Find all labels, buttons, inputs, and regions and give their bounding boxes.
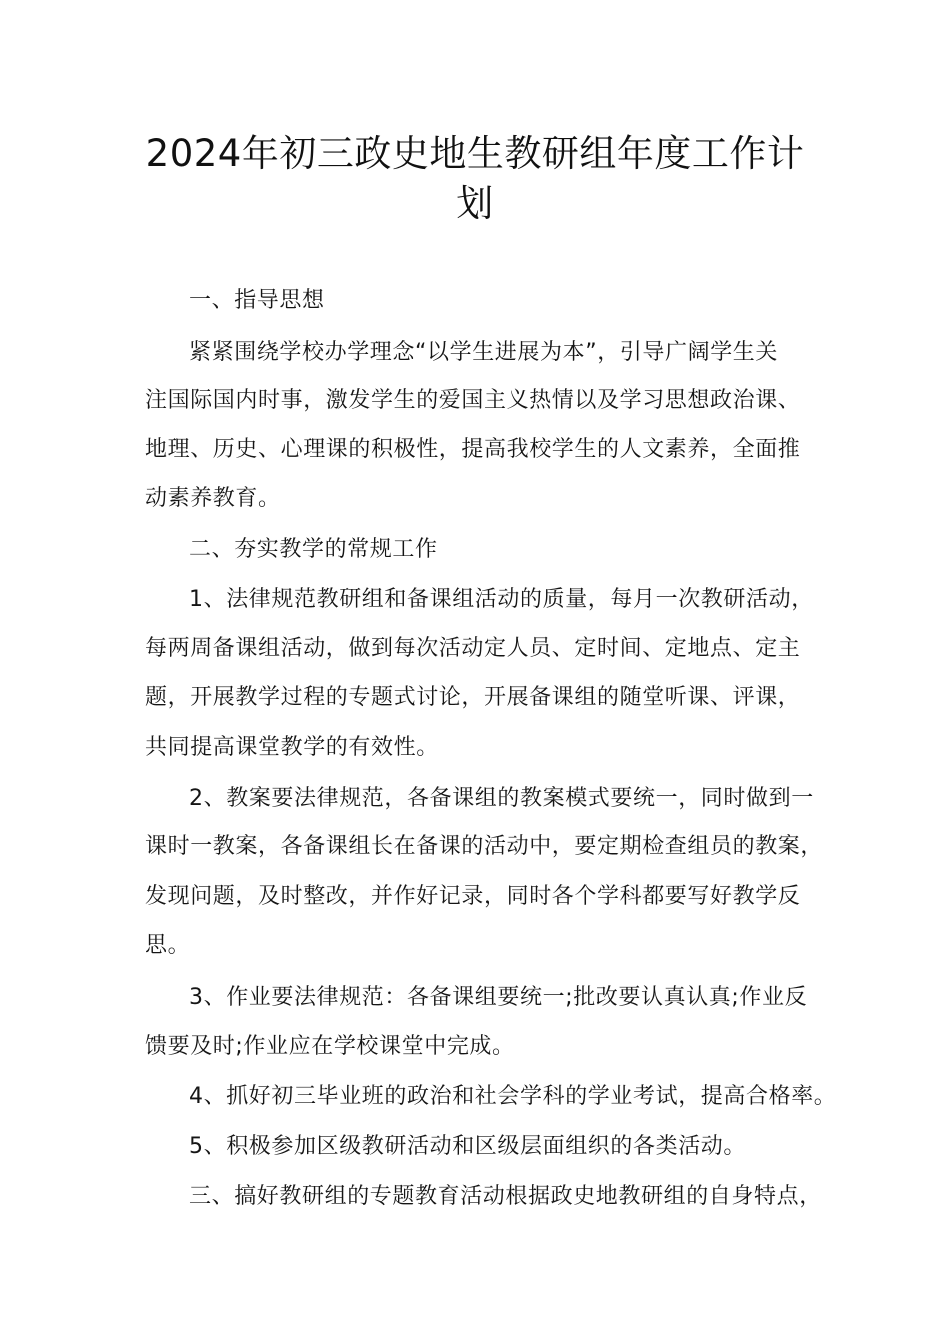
paragraph-line: 注国际国内时事，激发学生的爱国主义热情以及学习思想政治课、 [145, 388, 801, 413]
paragraph-line: 共同提高课堂教学的有效性。 [145, 735, 439, 760]
paragraph-line: 1、法律规范教研组和备课组活动的质量，每月一次教研活动， [189, 587, 814, 612]
section-heading-1: 一、指导思想 [189, 288, 325, 313]
paragraph-line: 紧紧围绕学校办学理念“以学生进展为本”，引导广阔学生关 [189, 340, 778, 365]
paragraph-line: 馈要及时;作业应在学校课堂中完成。 [145, 1034, 515, 1059]
paragraph-line: 动素养教育。 [145, 486, 281, 511]
section-heading-3: 三、搞好教研组的专题教育活动根据政史地教研组的自身特点， [189, 1184, 822, 1209]
section-heading-2: 二、夯实教学的常规工作 [189, 537, 438, 562]
paragraph-line: 5、积极参加区级教研活动和区级层面组织的各类活动。 [189, 1134, 746, 1159]
paragraph-line: 2、教案要法律规范，各备课组的教案模式要统一，同时做到一 [189, 786, 814, 811]
paragraph-line: 课时一教案，各备课组长在备课的活动中，要定期检查组员的教案， [145, 834, 824, 859]
paragraph-line: 地理、历史、心理课的积极性，提高我校学生的人文素养，全面推 [145, 437, 801, 462]
paragraph-line: 题，开展教学过程的专题式讨论，开展备课组的随堂听课、评课， [145, 685, 801, 710]
document-title-line-1: 2024年初三政史地生教研组年度工作计 [145, 132, 805, 175]
paragraph-line: 思。 [145, 933, 191, 958]
paragraph-line: 发现问题，及时整改，并作好记录，同时各个学科都要写好教学反 [145, 884, 801, 909]
paragraph-line: 4、抓好初三毕业班的政治和社会学科的学业考试，提高合格率。 [189, 1084, 837, 1109]
document-title-line-2: 划 [456, 182, 494, 225]
paragraph-line: 每两周备课组活动，做到每次活动定人员、定时间、定地点、定主 [145, 636, 801, 661]
paragraph-line: 3、作业要法律规范：各备课组要统一;批改要认真认真;作业反 [189, 985, 808, 1010]
